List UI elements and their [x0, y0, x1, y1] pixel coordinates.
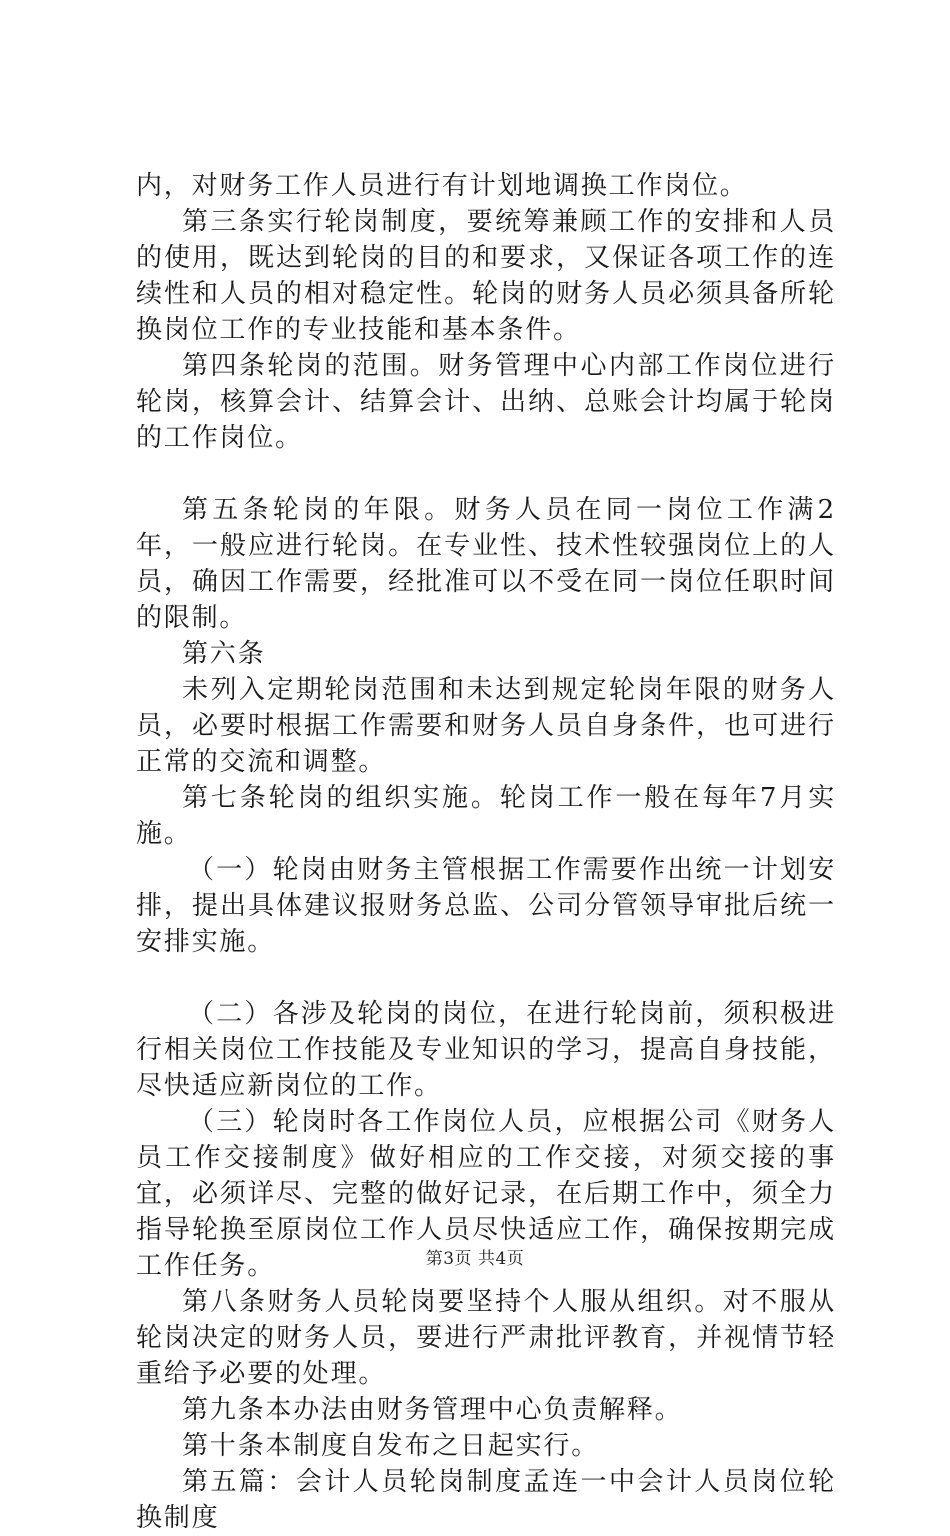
paragraph-article-10: 第十条本制度自发布之日起实行。	[182, 1431, 600, 1461]
paragraph-article-3: 第三条实行轮岗制度，要统筹兼顾工作的安排和人员的使用，既达到轮岗的目的和要求，又保证各项工作的连续性和人员的相对稳定性。轮岗的财务人员必须具备所轮换岗位工作的专业技能和基本条件。	[136, 207, 836, 345]
page-number-footer: 第3页 共4页	[425, 1249, 525, 1269]
paragraph-item-2: （二）各涉及轮岗的岗位，在进行轮岗前，须积极进行相关岗位工作技能及专业知识的学习，提高自身技能，尽快适应新岗位的工作。	[136, 999, 836, 1101]
blank-line	[136, 960, 836, 996]
paragraph-item-1: （一）轮岗由财务主管根据工作需要作出统一计划安排，提出具体建议报财务总监、公司分管领导审批后统一安排实施。	[136, 855, 836, 957]
paragraph-article-4: 第四条轮岗的范围。财务管理中心内部工作岗位进行轮岗，核算会计、结算会计、出纳、总账会计均属于轮岗的工作岗位。	[136, 351, 836, 453]
paragraph-continuation: 内，对财务工作人员进行有计划地调换工作岗位。	[136, 171, 748, 201]
paragraph-article-6-body: 未列入定期轮岗范围和未达到规定轮岗年限的财务人员，必要时根据工作需要和财务人员自身条件，也可进行正常的交流和调整。	[136, 675, 836, 777]
paragraph-article-7: 第七条轮岗的组织实施。轮岗工作一般在每年7月实施。	[136, 783, 836, 849]
paragraph-part-5-title: 第五篇：会计人员轮岗制度孟连一中会计人员岗位轮换制度	[136, 1467, 836, 1533]
document-body	[136, 168, 836, 1536]
paragraph-item-3: （三）轮岗时各工作岗位人员，应根据公司《财务人员工作交接制度》做好相应的工作交接，对须交接的事宜，必须详尽、完整的做好记录，在后期工作中，须全力指导轮换至原岗位工作人员尽快适应工作，确保按期完成工作任务。	[136, 1107, 836, 1281]
paragraph-article-9: 第九条本办法由财务管理中心负责解释。	[182, 1395, 683, 1425]
paragraph-article-6-heading: 第六条	[182, 639, 266, 669]
paragraph-article-5: 第五条轮岗的年限。财务人员在同一岗位工作满2年，一般应进行轮岗。在专业性、技术性较强岗位上的人员，确因工作需要，经批准可以不受在同一岗位任职时间的限制。	[136, 495, 836, 633]
blank-line	[136, 456, 836, 492]
paragraph-article-8: 第八条财务人员轮岗要坚持个人服从组织。对不服从轮岗决定的财务人员，要进行严肃批评教育，并视情节轻重给予必要的处理。	[136, 1287, 836, 1389]
